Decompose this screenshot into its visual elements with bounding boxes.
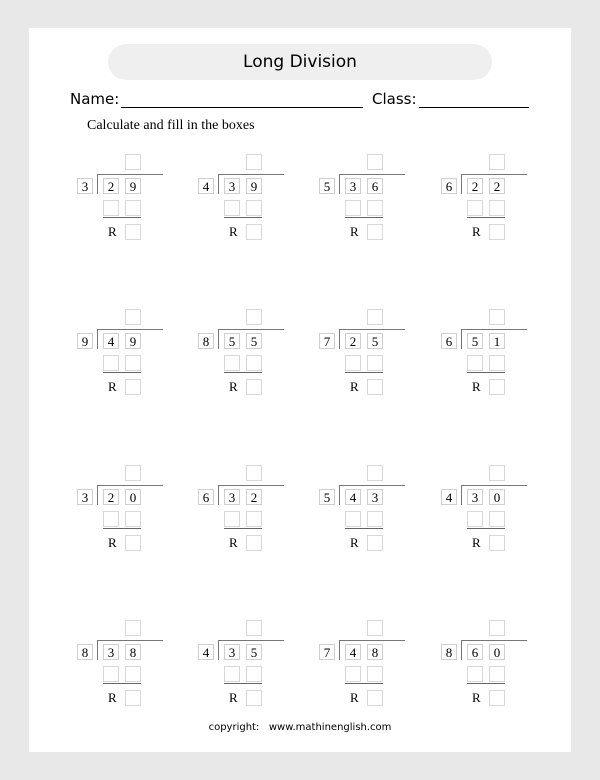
product-box[interactable]	[224, 355, 240, 371]
product-box[interactable]	[489, 355, 505, 371]
divisor-box: 7	[319, 644, 335, 660]
remainder-label: R	[472, 690, 481, 705]
dividend-digit: 2	[103, 489, 119, 505]
dividend-digit: 8	[367, 644, 383, 660]
product-box[interactable]	[103, 511, 119, 527]
dividend-digit: 3	[224, 178, 240, 194]
dividend-digit: 5	[467, 333, 483, 349]
dividend-digit: 2	[489, 178, 505, 194]
division-problem	[439, 465, 539, 555]
divisor-box: 9	[77, 333, 93, 349]
class-label: Class:	[372, 90, 417, 108]
product-box[interactable]	[467, 355, 483, 371]
quotient-box[interactable]	[125, 309, 141, 325]
dividend-digit: 3	[103, 644, 119, 660]
product-box[interactable]	[467, 511, 483, 527]
remainder-box[interactable]	[489, 690, 505, 706]
dividend-digit: 4	[345, 644, 361, 660]
remainder-label: R	[472, 535, 481, 550]
dividend-digit: 2	[246, 489, 262, 505]
division-problem	[75, 154, 175, 244]
quotient-box[interactable]	[246, 620, 262, 636]
dividend-digit: 4	[103, 333, 119, 349]
remainder-label: R	[229, 690, 238, 705]
subtraction-line	[345, 683, 383, 684]
name-label: Name:	[70, 90, 120, 108]
subtraction-line	[345, 372, 383, 373]
product-box[interactable]	[367, 355, 383, 371]
division-problem	[75, 309, 175, 399]
remainder-box[interactable]	[367, 224, 383, 240]
remainder-label: R	[350, 690, 359, 705]
subtraction-line	[467, 217, 505, 218]
remainder-label: R	[108, 690, 117, 705]
product-box[interactable]	[367, 666, 383, 682]
divisor-box: 6	[441, 333, 457, 349]
copyright-footer: copyright: www.mathinenglish.com	[208, 722, 392, 733]
product-box[interactable]	[246, 200, 262, 216]
remainder-box[interactable]	[246, 224, 262, 240]
remainder-box[interactable]	[125, 379, 141, 395]
subtraction-line	[467, 372, 505, 373]
product-box[interactable]	[103, 666, 119, 682]
quotient-box[interactable]	[367, 154, 383, 170]
dividend-digit: 5	[246, 333, 262, 349]
instructions-text: Calculate and fill in the boxes	[87, 118, 255, 133]
dividend-digit: 0	[125, 489, 141, 505]
subtraction-line	[103, 372, 141, 373]
subtraction-line	[224, 217, 262, 218]
divisor-box: 6	[441, 178, 457, 194]
remainder-label: R	[472, 379, 481, 394]
dividend-digit: 9	[125, 333, 141, 349]
dividend-digit: 6	[367, 178, 383, 194]
remainder-box[interactable]	[489, 535, 505, 551]
subtraction-line	[467, 528, 505, 529]
division-problem	[317, 620, 417, 710]
divisor-box: 5	[319, 489, 335, 505]
remainder-label: R	[108, 224, 117, 239]
quotient-box[interactable]	[125, 465, 141, 481]
division-problem	[439, 620, 539, 710]
division-problem	[75, 465, 175, 555]
division-problem	[317, 309, 417, 399]
worksheet-title: Long Division	[108, 44, 492, 80]
dividend-digit: 3	[467, 489, 483, 505]
class-blank[interactable]	[419, 107, 529, 108]
remainder-label: R	[350, 224, 359, 239]
product-box[interactable]	[345, 666, 361, 682]
remainder-label: R	[350, 535, 359, 550]
remainder-box[interactable]	[246, 535, 262, 551]
division-problem	[317, 154, 417, 244]
subtraction-line	[345, 217, 383, 218]
divisor-box: 8	[77, 644, 93, 660]
remainder-box[interactable]	[489, 224, 505, 240]
subtraction-line	[224, 683, 262, 684]
remainder-box[interactable]	[125, 535, 141, 551]
quotient-box[interactable]	[246, 309, 262, 325]
product-box[interactable]	[246, 511, 262, 527]
divisor-box: 8	[198, 333, 214, 349]
quotient-box[interactable]	[489, 620, 505, 636]
product-box[interactable]	[489, 666, 505, 682]
division-problem	[196, 620, 296, 710]
product-box[interactable]	[125, 200, 141, 216]
remainder-box[interactable]	[489, 379, 505, 395]
product-box[interactable]	[224, 666, 240, 682]
remainder-box[interactable]	[125, 690, 141, 706]
divisor-box: 4	[198, 644, 214, 660]
quotient-box[interactable]	[367, 309, 383, 325]
division-problem	[75, 620, 175, 710]
divisor-box: 5	[319, 178, 335, 194]
dividend-digit: 2	[345, 333, 361, 349]
name-blank[interactable]	[121, 107, 363, 108]
product-box[interactable]	[246, 355, 262, 371]
division-problem	[439, 154, 539, 244]
product-box[interactable]	[467, 200, 483, 216]
remainder-box[interactable]	[246, 690, 262, 706]
dividend-digit: 2	[103, 178, 119, 194]
remainder-box[interactable]	[246, 379, 262, 395]
division-problem	[196, 154, 296, 244]
remainder-label: R	[108, 379, 117, 394]
divisor-box: 4	[198, 178, 214, 194]
product-box[interactable]	[224, 200, 240, 216]
remainder-label: R	[472, 224, 481, 239]
remainder-label: R	[229, 535, 238, 550]
product-box[interactable]	[467, 666, 483, 682]
divisor-box: 3	[77, 178, 93, 194]
subtraction-line	[224, 372, 262, 373]
subtraction-line	[103, 528, 141, 529]
division-problem	[317, 465, 417, 555]
divisor-box: 4	[441, 489, 457, 505]
divisor-box: 8	[441, 644, 457, 660]
remainder-label: R	[229, 224, 238, 239]
product-box[interactable]	[489, 511, 505, 527]
quotient-box[interactable]	[367, 620, 383, 636]
product-box[interactable]	[224, 511, 240, 527]
quotient-box[interactable]	[125, 154, 141, 170]
dividend-digit: 1	[489, 333, 505, 349]
dividend-digit: 0	[489, 489, 505, 505]
dividend-digit: 2	[467, 178, 483, 194]
product-box[interactable]	[489, 200, 505, 216]
dividend-digit: 3	[367, 489, 383, 505]
dividend-digit: 0	[489, 644, 505, 660]
quotient-box[interactable]	[246, 154, 262, 170]
product-box[interactable]	[103, 355, 119, 371]
quotient-box[interactable]	[489, 309, 505, 325]
product-box[interactable]	[125, 511, 141, 527]
quotient-box[interactable]	[125, 620, 141, 636]
divisor-box: 3	[77, 489, 93, 505]
dividend-digit: 9	[246, 178, 262, 194]
quotient-box[interactable]	[489, 154, 505, 170]
division-problem	[196, 465, 296, 555]
product-box[interactable]	[345, 355, 361, 371]
product-box[interactable]	[125, 355, 141, 371]
remainder-label: R	[108, 535, 117, 550]
division-problem	[196, 309, 296, 399]
dividend-digit: 3	[224, 644, 240, 660]
remainder-box[interactable]	[367, 535, 383, 551]
dividend-digit: 5	[224, 333, 240, 349]
dividend-digit: 3	[345, 178, 361, 194]
product-box[interactable]	[125, 666, 141, 682]
remainder-label: R	[350, 379, 359, 394]
remainder-box[interactable]	[367, 690, 383, 706]
subtraction-line	[103, 217, 141, 218]
dividend-digit: 9	[125, 178, 141, 194]
subtraction-line	[467, 683, 505, 684]
remainder-box[interactable]	[125, 224, 141, 240]
product-box[interactable]	[345, 511, 361, 527]
quotient-box[interactable]	[489, 465, 505, 481]
divisor-box: 7	[319, 333, 335, 349]
dividend-digit: 8	[125, 644, 141, 660]
dividend-digit: 5	[367, 333, 383, 349]
product-box[interactable]	[367, 511, 383, 527]
subtraction-line	[345, 528, 383, 529]
product-box[interactable]	[345, 200, 361, 216]
quotient-box[interactable]	[246, 465, 262, 481]
product-box[interactable]	[246, 666, 262, 682]
dividend-digit: 4	[345, 489, 361, 505]
dividend-digit: 6	[467, 644, 483, 660]
subtraction-line	[224, 528, 262, 529]
worksheet-page	[29, 28, 571, 752]
product-box[interactable]	[367, 200, 383, 216]
divisor-box: 6	[198, 489, 214, 505]
subtraction-line	[103, 683, 141, 684]
dividend-digit: 3	[224, 489, 240, 505]
dividend-digit: 5	[246, 644, 262, 660]
remainder-label: R	[229, 379, 238, 394]
quotient-box[interactable]	[367, 465, 383, 481]
product-box[interactable]	[103, 200, 119, 216]
division-problem	[439, 309, 539, 399]
remainder-box[interactable]	[367, 379, 383, 395]
